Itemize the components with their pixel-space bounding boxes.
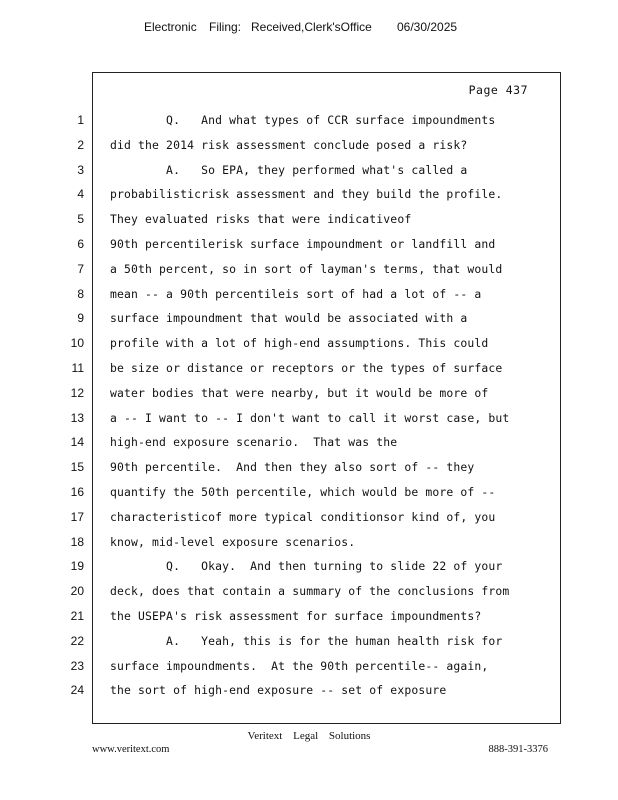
transcript-line: know, mid-level exposure scenarios. (110, 534, 356, 549)
line-number: 18 (70, 534, 84, 549)
header-date: 06/30/2025 (397, 20, 458, 34)
line-number-column (40, 108, 84, 703)
transcript-line: mean -- a 90th percentileis sort of had a lot of -- a (110, 286, 482, 301)
line-number: 14 (70, 435, 84, 450)
transcript-line: 90th percentile. And then they also sort of -- they (110, 460, 475, 475)
line-number: 6 (77, 236, 84, 251)
transcript-line: high-end exposure scenario. That was the (110, 435, 398, 450)
transcript-line: deck, does that contain a summary of the conclusions from (110, 584, 510, 599)
transcript-line: the USEPA's risk assessment for surface impoundments? (110, 608, 482, 623)
line-number: 15 (70, 460, 84, 475)
line-number: 11 (71, 360, 84, 375)
header-received: Received,Clerk'sOffice (251, 20, 372, 34)
line-number: 21 (70, 608, 84, 623)
transcript-line: They evaluated risks that were indicativeof (110, 212, 412, 227)
transcript-line: a -- I want to -- I don't want to call it worst case, but (110, 410, 510, 425)
header-electronic: Electronic (144, 20, 197, 34)
line-number: 17 (70, 509, 84, 524)
page-number: Page 437 (468, 83, 528, 97)
line-number: 1 (77, 113, 84, 127)
line-number: 13 (70, 410, 84, 425)
footer-solutions: Solutions (328, 730, 371, 742)
transcript-line: 90th percentilerisk surface impoundment or landfill and (110, 236, 496, 251)
transcript-line: be size or distance or receptors or the types of surface (110, 360, 503, 375)
line-number: 7 (77, 261, 84, 276)
header-filing: Filing: (209, 20, 242, 34)
line-number: 8 (77, 286, 84, 301)
transcript-line: a 50th percent, so in sort of layman's terms, that would (110, 261, 503, 276)
footer-phone: 888-391-3376 (488, 744, 548, 755)
transcript-line: Q. And what types of CCR surface impoundments (110, 113, 496, 127)
line-number: 24 (70, 683, 84, 698)
line-number: 5 (77, 212, 84, 227)
transcript-line: A. So EPA, they performed what's called a (110, 162, 468, 177)
transcript-line: characteristicof more typical conditionsor kind of, you (110, 509, 496, 524)
transcript-text (110, 108, 550, 703)
line-number: 10 (70, 336, 84, 351)
line-number: 9 (77, 311, 84, 326)
line-number: 19 (70, 559, 84, 574)
line-number: 3 (77, 162, 84, 177)
footer-company (0, 730, 618, 742)
filing-header (0, 20, 618, 38)
transcript-line: Q. Okay. And then turning to slide 22 of your (110, 559, 503, 574)
transcript-line: quantify the 50th percentile, which would be more of -- (110, 484, 496, 499)
transcript-line: water bodies that were nearby, but it would be more of (110, 385, 489, 400)
line-number: 20 (70, 584, 84, 599)
footer-legal: Legal (293, 730, 319, 742)
transcript-line: the sort of high-end exposure -- set of exposure (110, 683, 447, 698)
line-number: 4 (77, 187, 84, 202)
line-number: 22 (70, 633, 84, 648)
line-number: 12 (70, 385, 84, 400)
transcript-line: profile with a lot of high-end assumptions. This could (110, 336, 489, 351)
transcript-line: A. Yeah, this is for the human health risk for (110, 633, 503, 648)
footer-veritext: Veritext (247, 730, 283, 742)
transcript-line: surface impoundments. At the 90th percentile-- again, (110, 658, 489, 673)
line-number: 16 (70, 484, 84, 499)
footer-website: www.veritext.com (92, 744, 170, 755)
line-number: 2 (77, 137, 84, 152)
transcript-line: did the 2014 risk assessment conclude posed a risk? (110, 137, 468, 152)
transcript-line: probabilisticrisk assessment and they build the profile. (110, 187, 503, 202)
line-number: 23 (70, 658, 84, 673)
transcript-line: surface impoundment that would be associated with a (110, 311, 468, 326)
